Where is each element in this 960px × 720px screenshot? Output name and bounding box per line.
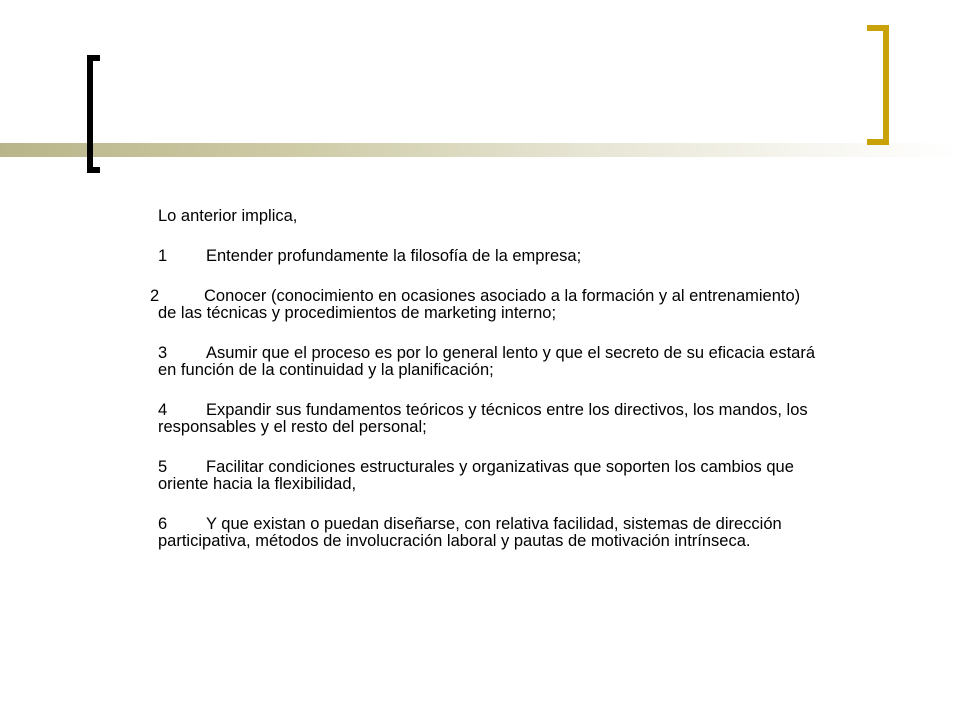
- list-item: [150, 402, 910, 436]
- list-item-text-continuation: oriente hacia la flexibilidad,: [158, 475, 357, 493]
- right-bracket-decoration: [867, 25, 889, 145]
- list-item-number: 5: [158, 458, 168, 476]
- list-item-text: Expandir sus fundamentos teóricos y técnicos entre los directivos, los mandos, los: [206, 401, 808, 419]
- list-item-number: 3: [158, 344, 168, 362]
- list-item-number: 6: [158, 515, 168, 533]
- list-item: [150, 288, 910, 322]
- list-item-text: Conocer (conocimiento en ocasiones asociado a la formación y al entrenamiento): [204, 287, 801, 305]
- list-item-text: Entender profundamente la filosofía de la empresa;: [206, 247, 582, 265]
- list-item: [150, 516, 910, 550]
- list-item: [150, 345, 910, 379]
- list-item-text-continuation: participativa, métodos de involucración laboral y pautas de motivación intrínseca.: [158, 532, 751, 550]
- list-item-number: 2: [150, 287, 160, 305]
- left-bracket-decoration: [87, 55, 100, 173]
- list-item-number: 4: [158, 401, 168, 419]
- slide-body: [150, 208, 910, 573]
- list-item-number: 1: [158, 247, 168, 265]
- list-item-text: Y que existan o puedan diseñarse, con relativa facilidad, sistemas de dirección: [206, 515, 782, 533]
- list-item-text-continuation: responsables y el resto del personal;: [158, 418, 427, 436]
- list-item-text: Facilitar condiciones estructurales y organizativas que soporten los cambios que: [206, 458, 794, 476]
- list-item-text: Asumir que el proceso es por lo general lento y que el secreto de su eficacia estará: [206, 344, 816, 362]
- list-item-text-continuation: de las técnicas y procedimientos de marketing interno;: [158, 304, 557, 322]
- list-item-text-continuation: en función de la continuidad y la planificación;: [158, 361, 494, 379]
- list-item: [150, 459, 910, 493]
- header-band: [0, 143, 960, 157]
- intro-text: Lo anterior implica,: [158, 207, 298, 225]
- list-item: [150, 248, 910, 265]
